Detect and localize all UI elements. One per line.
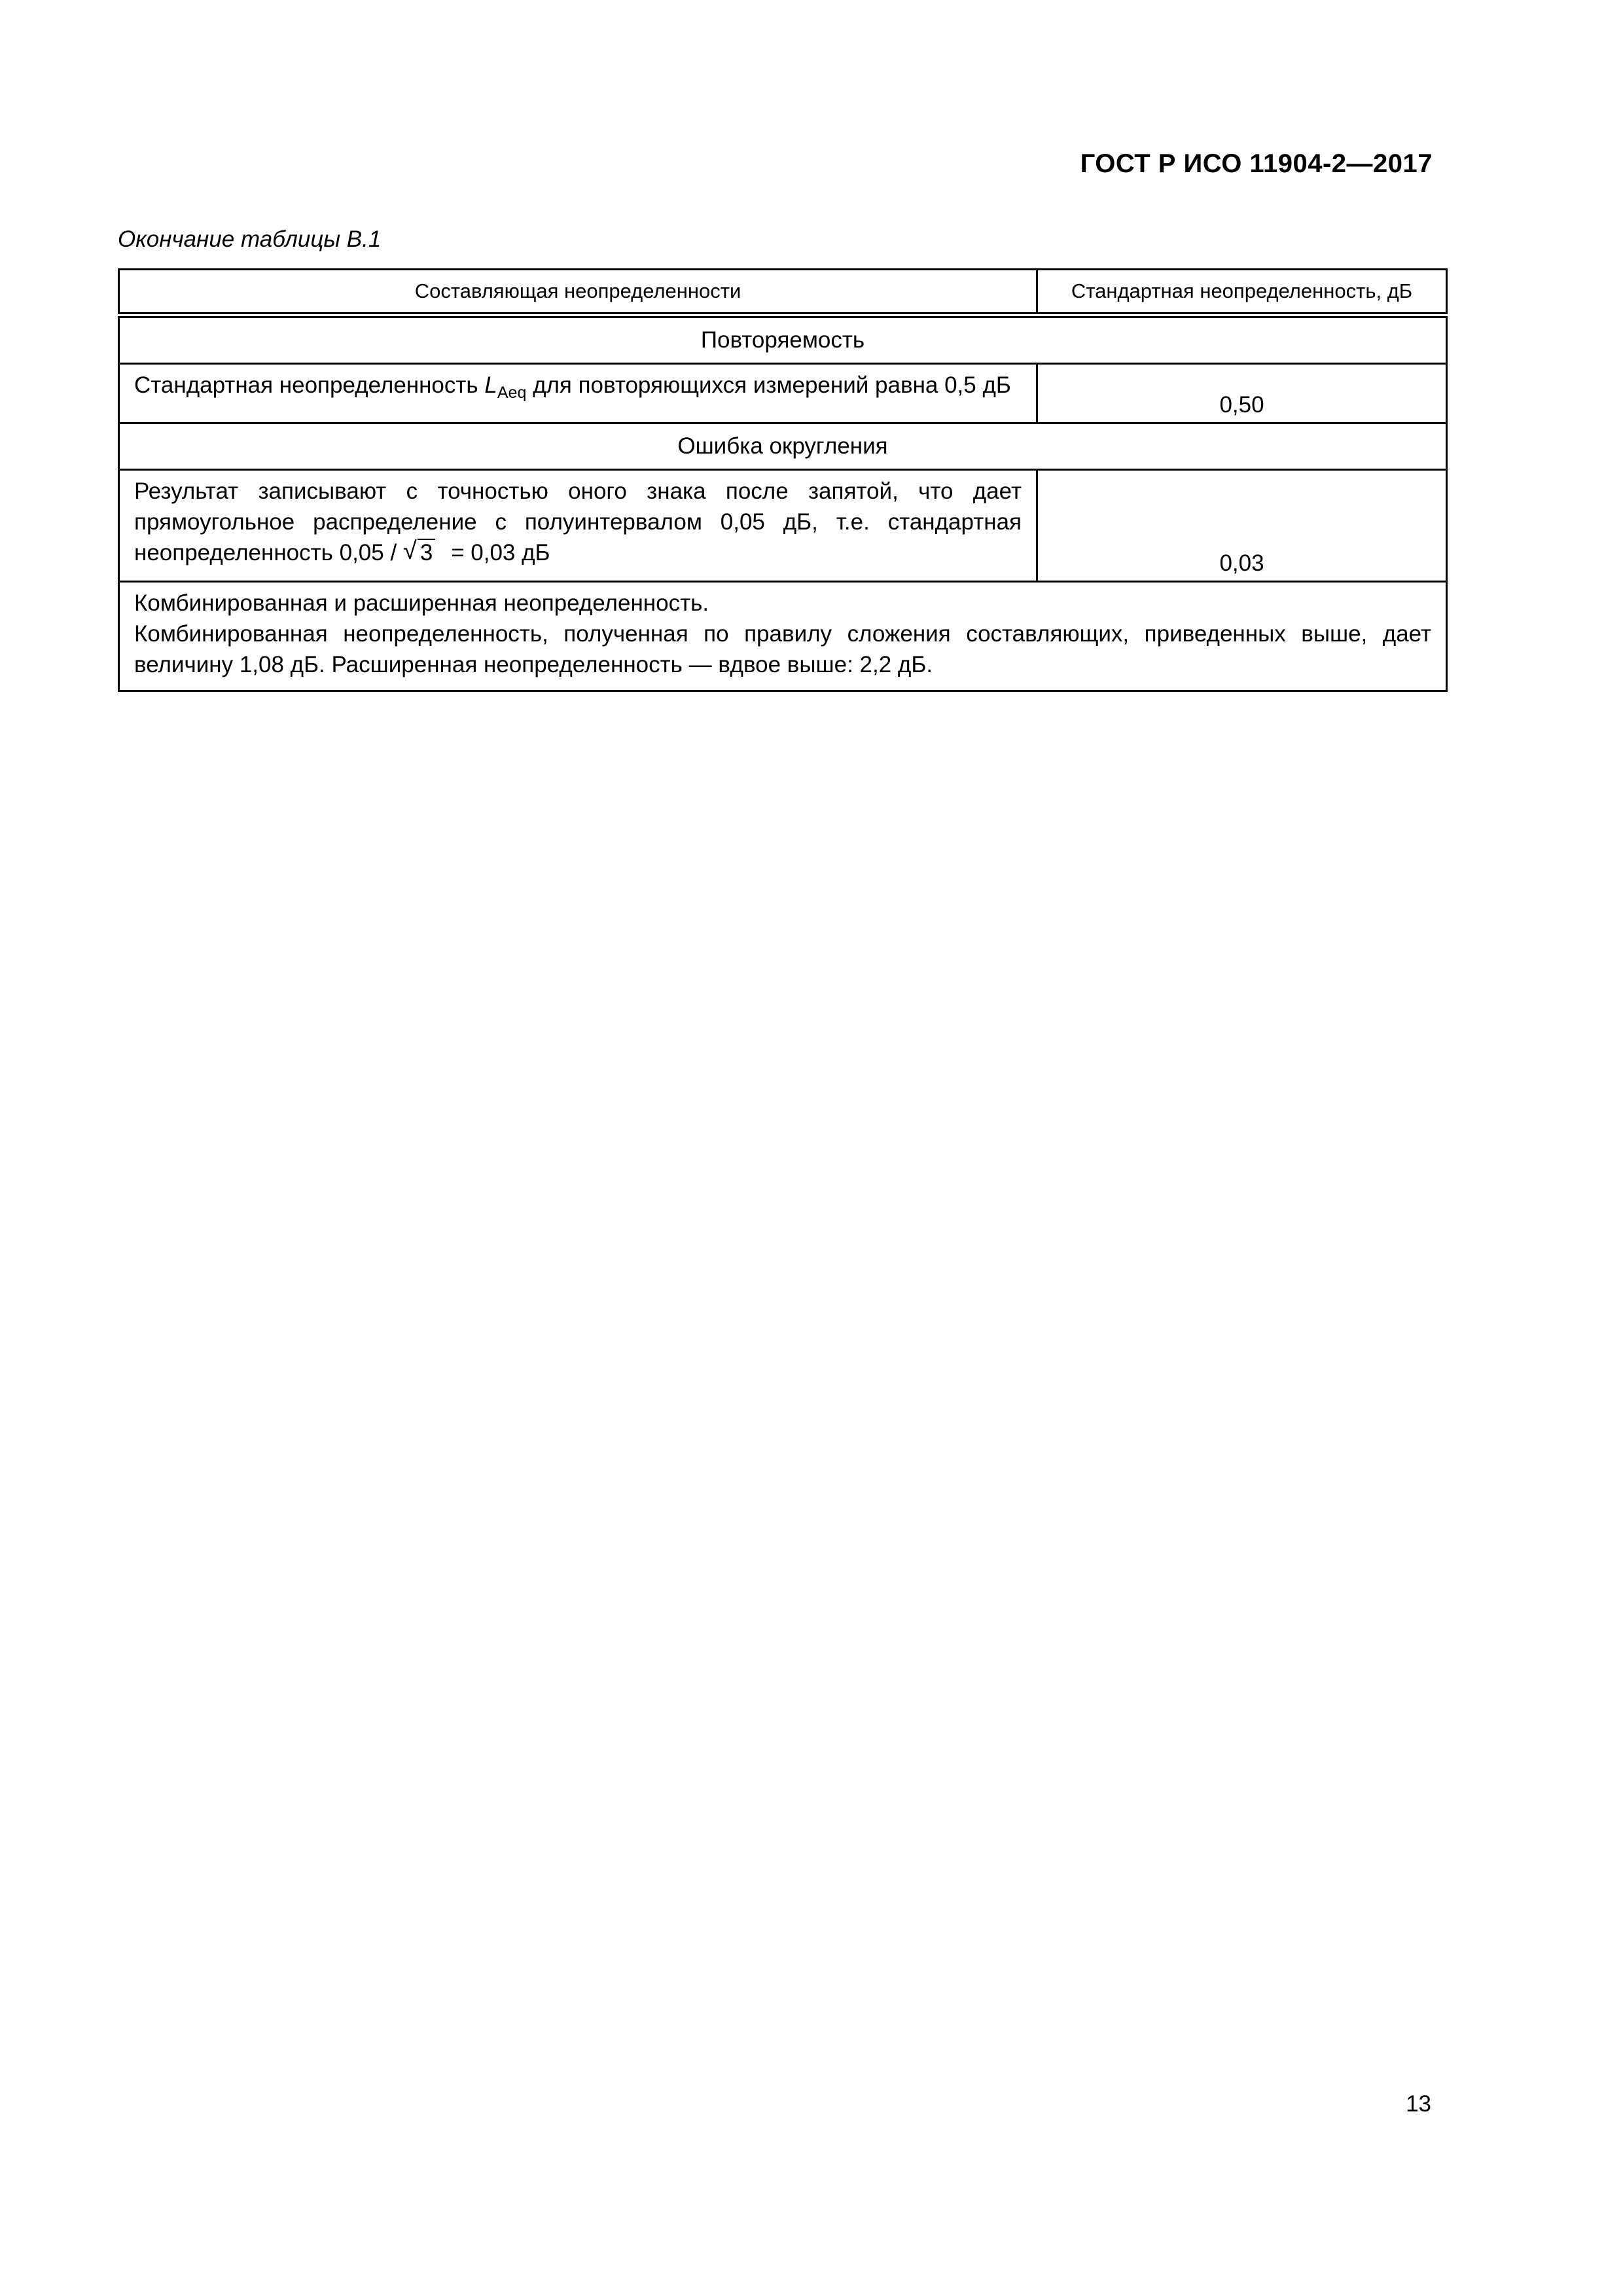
summary-heading: Комбинированная и расширенная неопределенность.	[134, 590, 709, 616]
symbol-l: L	[484, 372, 497, 398]
document-code: ГОСТ Р ИСО 11904-2—2017	[1080, 149, 1433, 178]
uncertainty-table	[118, 268, 1448, 692]
radicand: 3	[418, 539, 435, 565]
component-description: Стандартная неопределенность $L_{Aeq}$ для повторяющихся измерений равна 0,5 дБ	[119, 364, 1037, 423]
radical-sign: √	[402, 537, 417, 565]
page-number: 13	[1406, 2091, 1431, 2117]
table-caption: Окончание таблицы В.1	[118, 226, 382, 252]
column-header-component: Составляющая неопределенности	[119, 270, 1037, 315]
summary-text	[119, 582, 1447, 691]
uncertainty-value: 0,03	[1037, 470, 1447, 582]
summary-row	[119, 582, 1447, 691]
section-row-repeatability	[119, 315, 1447, 364]
section-title: Повторяемость	[119, 315, 1447, 364]
table-row	[119, 470, 1447, 582]
component-description: Результат записывают с точностью оного знака после запятой, что дает прямоугольное распределение с полуинтервалом 0,05 дБ, т.е. стандартная неопределенность 0,05 / √ 3 = 0,03 дБ	[119, 470, 1037, 582]
section-row-rounding-error	[119, 423, 1447, 470]
summary-body: Комбинированная неопределенность, полученная по правилу сложения составляющих, приведенных выше, дает величину 1,08 дБ. Расширенная неопределенность — вдвое выше: 2,2 дБ.	[134, 621, 1431, 677]
table-header-row	[119, 270, 1447, 315]
column-header-standard-uncertainty: Стандартная неопределенность, дБ	[1037, 270, 1447, 315]
table-row	[119, 364, 1447, 423]
section-title: Ошибка округления	[119, 423, 1447, 470]
uncertainty-value: 0,50	[1037, 364, 1447, 423]
symbol-subscript: Aeq	[497, 384, 527, 402]
square-root-expression	[403, 537, 435, 568]
